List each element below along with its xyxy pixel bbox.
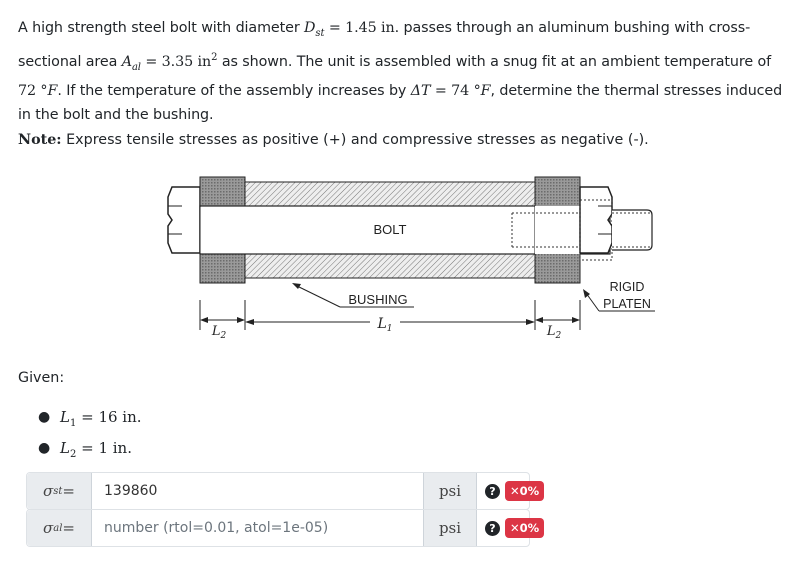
given-list [38,405,142,467]
answer-row-sigma-al [26,509,540,547]
bolt-label: BOLT [373,222,407,237]
temp-value: 72 °F [18,83,58,100]
bushing-bottom [245,254,535,278]
sigma-st-input[interactable] [92,473,422,509]
right-nut [580,187,612,253]
bolt-end [612,210,652,250]
given-item-l2: ● $L_2 = 1$ in. [38,439,132,460]
var-a: $A_{al}$ [121,53,141,73]
d-value: = 1.45 in. [324,20,400,36]
text: A high strength steel bolt with diameter [18,20,305,36]
bushing-label: BUSHING [348,292,408,307]
answer-row-sigma-st [26,472,540,510]
score-badge: ✕0% [505,518,544,538]
note-text: Express tensile stresses as positive (+) and compressive stresses as negative (-). [61,132,649,148]
sigma-al-unit: psi [423,510,477,546]
help-icon[interactable]: ? [485,484,500,499]
help-icon[interactable]: ? [485,521,500,536]
platen-label: PLATEN [603,297,651,311]
l2-right-dim-label: $L_2$ [546,324,562,341]
sigma-al-label: σ al = [27,510,92,546]
delta-t: ΔT = 74 °F [410,83,491,100]
problem-statement [18,16,793,127]
sigma-al-input[interactable] [92,510,422,546]
score-badge: ✕0% [505,481,544,501]
bushing-top [245,182,535,206]
left-nut [168,187,200,253]
l1-dim-label: $L_1$ [377,316,393,334]
l2-left-dim-label: $L_2$ [211,324,227,341]
sigma-st-label: σ st = [27,473,92,509]
text: , determine the thermal stresses induced in the bolt and the bushing. [18,83,783,124]
a-value: = 3.35 $in^2$ [140,51,218,70]
given-label: Given: [18,370,65,386]
sigma-st-unit: psi [423,473,477,509]
bolt-bushing-figure [160,170,680,355]
rigid-label: RIGID [609,280,645,294]
text: as shown. The unit is assembled with a snug fit at an ambient temperature of [217,53,772,70]
note [18,130,649,150]
text: passes through an aluminum bushing with cross-sectional area [18,20,751,70]
note-label: Note: [18,132,62,148]
text: . If the temperature of the assembly increases by [57,83,411,100]
given-item-l1: ● $L_1 = 16$ in. [38,408,142,429]
var-d: $D_{st}$ [304,20,325,39]
